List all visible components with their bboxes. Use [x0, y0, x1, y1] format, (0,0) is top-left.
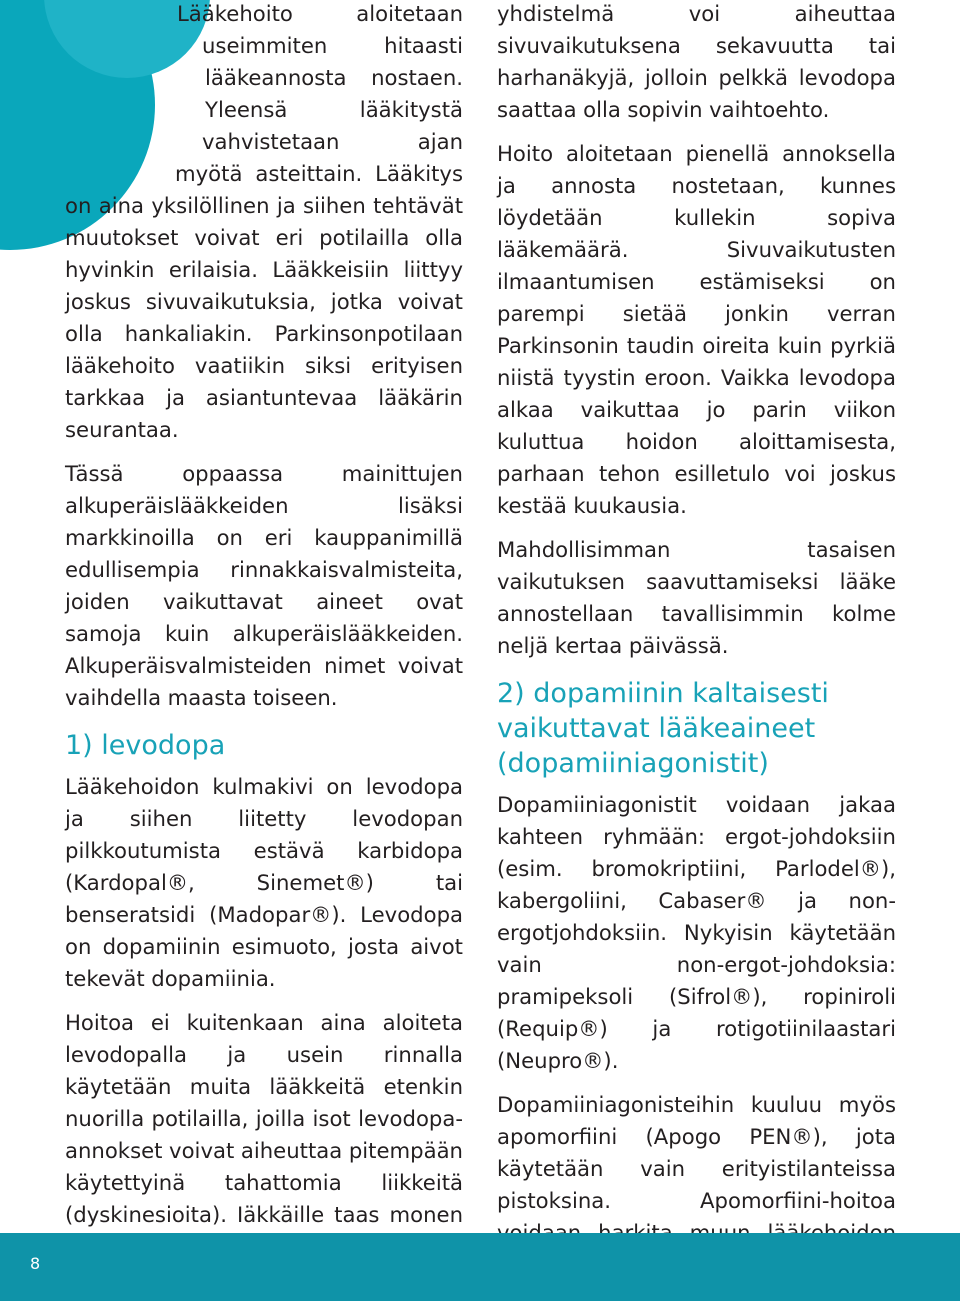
page-number: 8 — [30, 1254, 41, 1273]
paragraph-agonist-groups: Dopamiiniagonistit voidaan jakaa kahteen ryhmään: ergot-johdoksiin (esim. bromokriptiini, Parlodel®), kabergoliini, Cabaser® ja non-ergotjohdoksiin. Nykyisin käytetään vain non-ergot-johdoksia: pramipeksoli (Sifrol®), ropiniroli (Requip®) ja rotigotiinilaastari (Neupro®). — [497, 792, 896, 1073]
intro-paragraph: Lääkehoito aloitetaan useimmiten hitaasti lääkeannosta nostaen. Yleensä lääkitystä vahvistetaan ajan myötä asteittain. Lääkitys on aina yksilöllinen ja siihen tehtävät muutokset voivat eri potilailla olla hyvinkin erilaisia. Lääkkeisiin liittyy joskus sivuvaikutuksia, jotka voivat olla hankaliakin. Parkinsonpotilaan lääkehoito vaatiikin siksi erityisen tarkkaa ja asiantuntevaa lääkärin seurantaa. — [65, 1, 463, 442]
paragraph-dosage-frequency: Mahdollisimman tasaisen vaikutuksen saavuttamiseksi lääke annostellaan tavallisimmin kolme neljä kertaa päivässä. — [497, 537, 896, 658]
paragraph-originals: Tässä oppaassa mainittujen alkuperäislääkkeiden lisäksi markkinoilla on eri kauppanimillä edullisempia rinnakkaisvalmisteita, joiden vaikuttavat aineet ovat samoja kuin alkuperäislääkkeiden. Alkuperäisvalmisteiden nimet voivat vaihdella maasta toiseen. — [65, 461, 463, 710]
left-column — [65, 0, 463, 1275]
right-column — [497, 0, 896, 1293]
footer-bar — [0, 1233, 960, 1301]
paragraph-apomorphine: Dopamiiniagonisteihin kuuluu myös apomorfiini (Apogo PEN®), jota käytetään vain erityistilanteissa pistoksina. Apomorfiini-hoitoa — [497, 1092, 896, 1213]
heading-levodopa: 1) levodopa — [65, 730, 226, 761]
paragraph-dosing: Hoito aloitetaan pienellä annoksella ja annosta nostetaan, kunnes löydetään kullekin sopiva lääkemäärä. Sivuvaikutusten ilmaantumisen estämiseksi on parempi sietää jonkin verran Parkinsonin taudin oireita kuin pyrkiä niistä tyystin eroon. Vaikka levodopa alkaa vaikuttaa jo parin viikon kuluttua hoidon aloittamisesta, parhaan tehon esilletulo voi joskus kestää kuukausia. — [497, 141, 896, 518]
paragraph-levodopa: Lääkehoidon kulmakivi on levodopa ja siihen liitetty levodopan pilkkoutumista estävä karbidopa (Kardopal®, Sinemet®) tai benseratsidi (Madopar®). Levodopa on dopamiinin esimuoto, josta aivot tekevät dopamiinia. — [65, 774, 463, 991]
paragraph-combination: yhdistelmä voi aiheuttaa sivuvaikutuksena sekavuutta tai harhanäkyjä, jolloin pelkkä levodopa saattaa olla sopivin vaihtoehto. — [497, 1, 896, 122]
heading-dopamine-agonists: 2) dopamiinin kaltaisesti vaikuttavat lääkeaineet (dopamiiniagonistit) — [497, 678, 829, 779]
paragraph-treatment-start: Hoitoa ei kuitenkaan aina aloiteta levodopalla ja usein rinnalla käytetään muita lääkkeitä etenkin nuorilla potilailla, joilla isot levodopa-annokset voivat aiheuttaa pitempään käytettyinä tahattomia liikkeitä (dyskinesioita). Iäkkäille taas monen — [65, 1010, 463, 1227]
